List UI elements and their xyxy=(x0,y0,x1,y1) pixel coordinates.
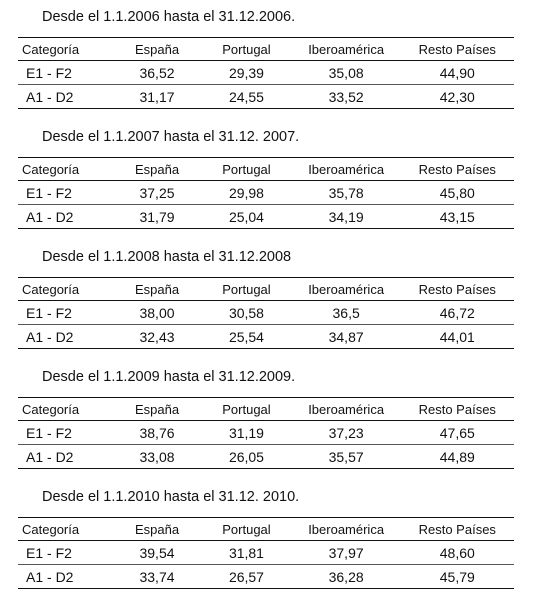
cell-portugal: 29,39 xyxy=(201,61,292,85)
cell-spain: 38,00 xyxy=(113,301,201,325)
cell-iberoamerica: 37,23 xyxy=(292,421,401,445)
cell-category: E1 - F2 xyxy=(18,61,113,85)
table-header-row xyxy=(18,38,514,61)
cell-portugal: 30,58 xyxy=(201,301,292,325)
table-row xyxy=(18,301,514,325)
column-header-portugal: Portugal xyxy=(201,278,292,301)
cell-spain: 33,74 xyxy=(113,565,201,589)
cell-spain: 36,52 xyxy=(113,61,201,85)
column-header-iberoamerica: Iberoamérica xyxy=(292,278,401,301)
column-header-category: Categoría xyxy=(18,158,113,181)
cell-portugal: 24,55 xyxy=(201,85,292,109)
column-header-iberoamerica: Iberoamérica xyxy=(292,38,401,61)
cell-category: E1 - F2 xyxy=(18,301,113,325)
cell-category: A1 - D2 xyxy=(18,565,113,589)
cell-category: A1 - D2 xyxy=(18,205,113,229)
cell-rest: 44,01 xyxy=(401,325,514,349)
cell-portugal: 29,98 xyxy=(201,181,292,205)
cell-rest: 44,90 xyxy=(401,61,514,85)
column-header-iberoamerica: Iberoamérica xyxy=(292,398,401,421)
table-row xyxy=(18,61,514,85)
rates-table xyxy=(18,157,514,229)
rates-table xyxy=(18,37,514,109)
cell-spain: 31,79 xyxy=(113,205,201,229)
table-row xyxy=(18,421,514,445)
column-header-rest: Resto Países xyxy=(401,398,514,421)
table-header-row xyxy=(18,518,514,541)
cell-category: E1 - F2 xyxy=(18,181,113,205)
cell-spain: 38,76 xyxy=(113,421,201,445)
cell-rest: 45,79 xyxy=(401,565,514,589)
period-section xyxy=(0,248,535,368)
cell-rest: 47,65 xyxy=(401,421,514,445)
cell-iberoamerica: 34,19 xyxy=(292,205,401,229)
table-row xyxy=(18,325,514,349)
column-header-category: Categoría xyxy=(18,38,113,61)
cell-portugal: 26,57 xyxy=(201,565,292,589)
rates-table xyxy=(18,397,514,469)
cell-rest: 42,30 xyxy=(401,85,514,109)
column-header-rest: Resto Países xyxy=(401,518,514,541)
column-header-spain: España xyxy=(113,398,201,421)
cell-iberoamerica: 36,5 xyxy=(292,301,401,325)
table-header-row xyxy=(18,398,514,421)
period-section xyxy=(0,368,535,488)
column-header-rest: Resto Países xyxy=(401,278,514,301)
column-header-category: Categoría xyxy=(18,278,113,301)
column-header-portugal: Portugal xyxy=(201,38,292,61)
column-header-spain: España xyxy=(113,38,201,61)
column-header-portugal: Portugal xyxy=(201,518,292,541)
cell-iberoamerica: 36,28 xyxy=(292,565,401,589)
period-section xyxy=(0,128,535,248)
table-row xyxy=(18,565,514,589)
cell-rest: 44,89 xyxy=(401,445,514,469)
cell-spain: 31,17 xyxy=(113,85,201,109)
cell-spain: 32,43 xyxy=(113,325,201,349)
period-title: Desde el 1.1.2007 hasta el 31.12. 2007. xyxy=(42,129,300,145)
period-section xyxy=(0,488,535,608)
period-title: Desde el 1.1.2008 hasta el 31.12.2008 xyxy=(42,249,292,265)
cell-spain: 33,08 xyxy=(113,445,201,469)
period-title: Desde el 1.1.2006 hasta el 31.12.2006. xyxy=(42,9,296,25)
cell-rest: 48,60 xyxy=(401,541,514,565)
column-header-category: Categoría xyxy=(18,518,113,541)
cell-iberoamerica: 34,87 xyxy=(292,325,401,349)
column-header-spain: España xyxy=(113,518,201,541)
cell-rest: 43,15 xyxy=(401,205,514,229)
column-header-portugal: Portugal xyxy=(201,398,292,421)
table-row xyxy=(18,541,514,565)
table-row xyxy=(18,181,514,205)
rates-table xyxy=(18,277,514,349)
table-row xyxy=(18,85,514,109)
column-header-portugal: Portugal xyxy=(201,158,292,181)
column-header-iberoamerica: Iberoamérica xyxy=(292,518,401,541)
cell-iberoamerica: 35,57 xyxy=(292,445,401,469)
table-header-row xyxy=(18,158,514,181)
cell-category: E1 - F2 xyxy=(18,541,113,565)
cell-portugal: 25,04 xyxy=(201,205,292,229)
table-row xyxy=(18,445,514,469)
cell-category: A1 - D2 xyxy=(18,85,113,109)
period-title: Desde el 1.1.2010 hasta el 31.12. 2010. xyxy=(42,489,300,505)
period-section xyxy=(0,8,535,128)
table-row xyxy=(18,205,514,229)
cell-portugal: 26,05 xyxy=(201,445,292,469)
cell-portugal: 31,81 xyxy=(201,541,292,565)
cell-rest: 46,72 xyxy=(401,301,514,325)
cell-spain: 39,54 xyxy=(113,541,201,565)
column-header-rest: Resto Países xyxy=(401,158,514,181)
cell-category: A1 - D2 xyxy=(18,445,113,469)
column-header-rest: Resto Países xyxy=(401,38,514,61)
cell-iberoamerica: 33,52 xyxy=(292,85,401,109)
column-header-iberoamerica: Iberoamérica xyxy=(292,158,401,181)
cell-iberoamerica: 35,78 xyxy=(292,181,401,205)
cell-iberoamerica: 35,08 xyxy=(292,61,401,85)
period-title: Desde el 1.1.2009 hasta el 31.12.2009. xyxy=(42,369,296,385)
cell-iberoamerica: 37,97 xyxy=(292,541,401,565)
rates-table xyxy=(18,517,514,589)
column-header-category: Categoría xyxy=(18,398,113,421)
cell-spain: 37,25 xyxy=(113,181,201,205)
cell-rest: 45,80 xyxy=(401,181,514,205)
cell-portugal: 25,54 xyxy=(201,325,292,349)
column-header-spain: España xyxy=(113,158,201,181)
cell-category: A1 - D2 xyxy=(18,325,113,349)
column-header-spain: España xyxy=(113,278,201,301)
cell-portugal: 31,19 xyxy=(201,421,292,445)
table-header-row xyxy=(18,278,514,301)
cell-category: E1 - F2 xyxy=(18,421,113,445)
